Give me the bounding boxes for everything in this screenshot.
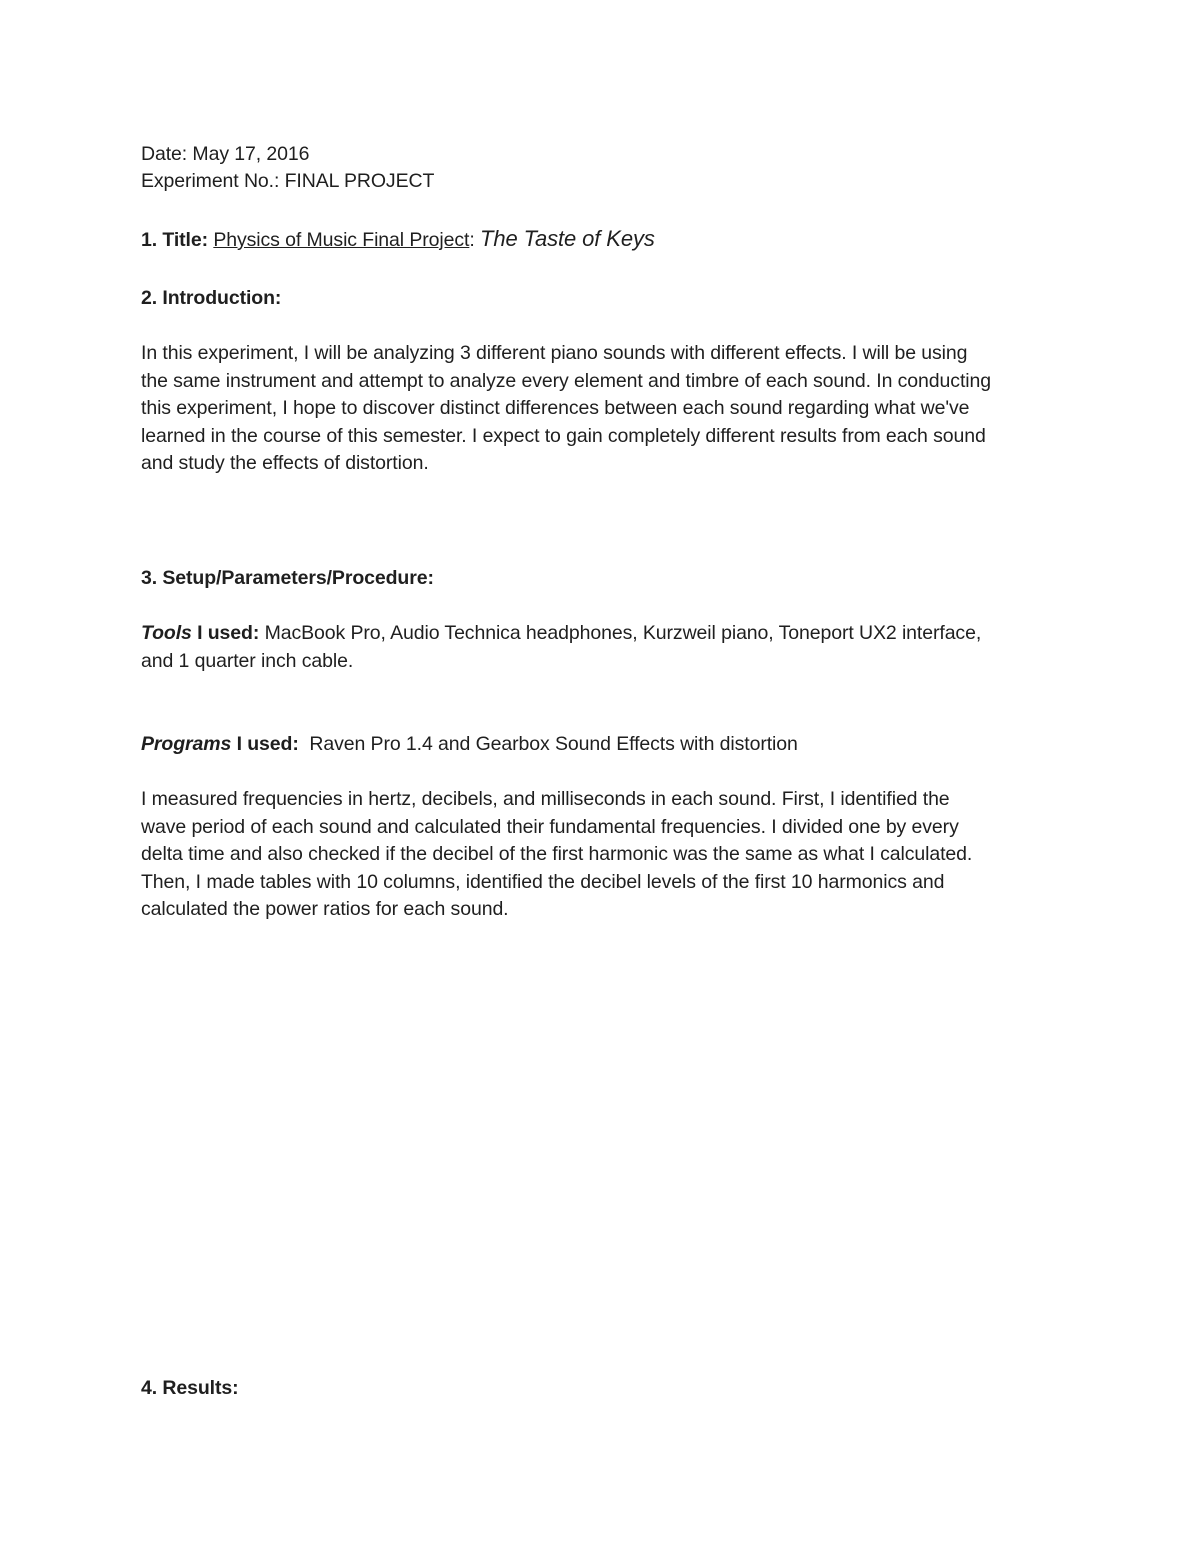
- introduction-line: In this experiment, I will be analyzing 3 different piano sounds with different effects. I will be using: [141, 342, 968, 364]
- title-course: Physics of Music Final Project: [213, 229, 470, 251]
- introduction-line: and study the effects of distortion.: [141, 452, 429, 475]
- introduction-line: the same instrument and attempt to analyze every element and timbre of each sound. In conducting: [141, 369, 991, 392]
- introduction-paragraph: [141, 340, 1071, 478]
- title-colon: :: [469, 229, 475, 251]
- programs-label-italic: Programs: [141, 733, 232, 755]
- results-heading: 4. Results:: [141, 1377, 239, 1399]
- tools-label-rest: I used:: [191, 622, 260, 644]
- title-label: 1. Title:: [141, 229, 209, 251]
- setup-heading: 3. Setup/Parameters/Procedure:: [141, 567, 434, 589]
- experiment-number-line: Experiment No.: FINAL PROJECT: [141, 170, 435, 192]
- procedure-line: Then, I made tables with 10 columns, identified the decibel levels of the first 10 harmonics and: [141, 870, 945, 893]
- procedure-line: wave period of each sound and calculated their fundamental frequencies. I divided one by every: [141, 815, 959, 838]
- tools-value: MacBook Pro, Audio Technica headphones, Kurzweil piano, Toneport UX2 interface,: [259, 622, 982, 644]
- title-name: The Taste of Keys: [480, 226, 655, 251]
- introduction-line: learned in the course of this semester. I expect to gain completely different results from each sound: [141, 424, 986, 447]
- procedure-line: delta time and also checked if the decibel of the first harmonic was the same as what I calculated.: [141, 843, 973, 866]
- procedure-paragraph: [141, 786, 1071, 924]
- programs-label-rest: I used:: [231, 733, 299, 755]
- procedure-line: I measured frequencies in hertz, decibels, and milliseconds in each sound. First, I identified the: [141, 788, 950, 810]
- introduction-line: this experiment, I hope to discover distinct differences between each sound regarding what we've: [141, 397, 970, 420]
- tools-label-italic: Tools: [141, 622, 192, 644]
- title-line: [141, 225, 655, 254]
- programs-line: [141, 730, 798, 758]
- introduction-heading: 2. Introduction:: [141, 287, 282, 309]
- programs-value: Raven Pro 1.4 and Gearbox Sound Effects with distortion: [298, 733, 798, 755]
- procedure-line: calculated the power ratios for each sound.: [141, 898, 509, 921]
- tools-line-continued: and 1 quarter inch cable.: [141, 650, 354, 672]
- tools-line: [141, 619, 981, 647]
- date-line: Date: May 17, 2016: [141, 143, 310, 165]
